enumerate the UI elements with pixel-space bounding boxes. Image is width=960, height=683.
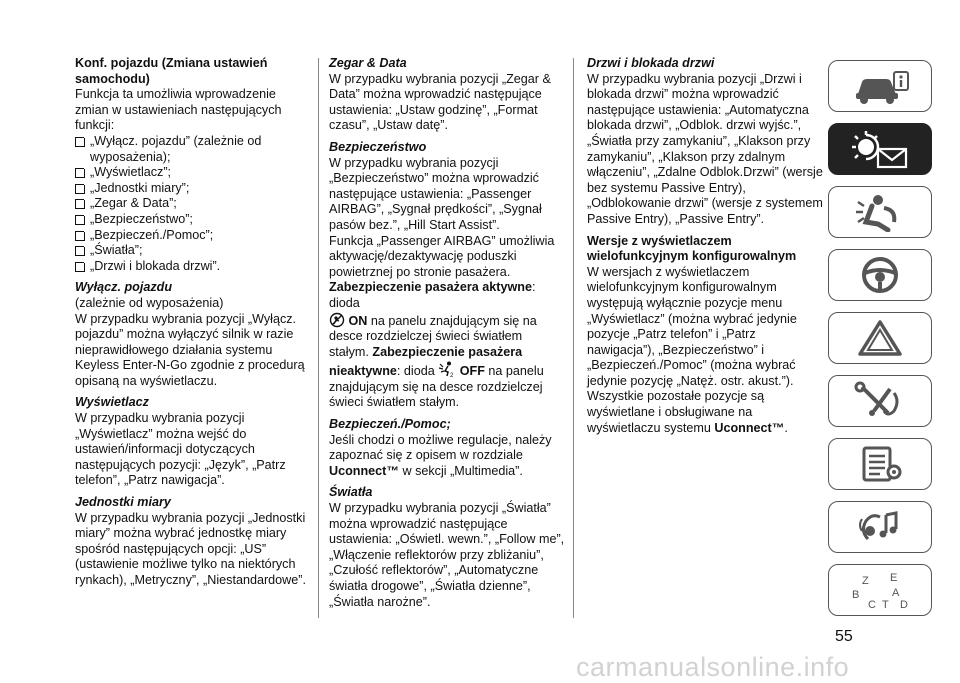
list-item bbox=[75, 165, 311, 181]
bullet-box-icon bbox=[75, 262, 85, 272]
column-3 bbox=[587, 56, 823, 436]
bullet-box-icon bbox=[75, 231, 85, 241]
column-2 bbox=[329, 56, 565, 610]
column-1 bbox=[75, 56, 311, 589]
maintenance-tools-icon bbox=[848, 381, 912, 421]
paragraph: W przypadku wybrania pozycji „Zegar & Data” można wprowadzić następujące ustawienia: „Ustaw godzinę”, „Format czasu”, „Ustaw datę”. bbox=[329, 71, 551, 133]
subsection-heading: Wyłącz. pojazdu bbox=[75, 280, 173, 295]
subsection-heading: Drzwi i blokada drzwi bbox=[587, 56, 715, 70]
list-item bbox=[75, 212, 311, 228]
index-letter: E bbox=[890, 572, 898, 584]
chapter-tabs bbox=[828, 60, 932, 627]
paragraph: W przypadku wybrania pozycji „Światła” można wprowadzić następujące ustawienia: „Oświetl. wewn.”, „Follow me”, „Włączenie reflektorów przy zbliżaniu”, „Czułość reflektorów”, „Automatyczne światła drogowe”, „Światła dzienne”, „Światła narożne”. bbox=[329, 501, 565, 609]
text: W wersjach z wyświetlaczem wielofunkcyjnym konfigurowalnym występują wyłącznie pozycje menu „Wyświetlacz” (można wybrać jedynie pozycje „Patrz telefon” i „Patrz nawigacja”), „Bezpieczeństwo” i „Bezpieczeń./Pomoc” (można wybrać jedynie pozycję „Natęż. ostr. akust.”). Wszystkie pozostałe pozycje są wyświetlane i obsługiwane na wyświetlaczu systemu bbox=[587, 264, 797, 435]
tab-alphabetical-index[interactable] bbox=[828, 564, 932, 616]
list-item bbox=[75, 243, 311, 259]
subsection-heading: Zegar & Data bbox=[329, 56, 407, 70]
alphabetical-index-icon bbox=[848, 570, 912, 610]
list-item-text: „Światła”; bbox=[90, 243, 143, 258]
bullet-box-icon bbox=[75, 215, 85, 225]
text: w sekcji „Multimedia”. bbox=[398, 463, 523, 478]
list-item-text: „Bezpieczeństwo”; bbox=[90, 211, 193, 226]
airbag-passenger-icon bbox=[438, 360, 456, 378]
paragraph: W przypadku wybrania pozycji „Drzwi i blokada drzwi” można wprowadzić następujące ustawienia: „Automatyczna blokada drzwi”, „Odblok. drzwi wyjśc.”, „Światła przy zamykaniu”, „Klakson przy zamykaniu”, „Klakson przy zdalnym włączeniu”, „Zdalne Odblok.Drzwi” (wersje bez systemu Passive Entry), „Odblokowanie drzwi” (wersje z systemem Passive Entry), „Passive Entry”. bbox=[587, 71, 823, 226]
column-divider-2 bbox=[573, 58, 574, 618]
tab-maintenance-tools[interactable] bbox=[828, 375, 932, 427]
multimedia-icon bbox=[848, 507, 912, 547]
section-heading: Wersje z wyświetlaczem wielofunkcyjnym konfigurowalnym bbox=[587, 233, 797, 264]
tab-multimedia[interactable] bbox=[828, 501, 932, 553]
paragraph: (zależnie od wyposażenia) bbox=[75, 295, 224, 310]
page-number: 55 bbox=[835, 628, 853, 645]
list-item bbox=[75, 181, 311, 197]
bold-term: Zabezpieczenie pasażera aktywne bbox=[329, 280, 532, 295]
paragraph: W przypadku wybrania pozycji „Wyświetlacz” można wejść do ustawień/informacji dotyczących następujących pozycji: „Język”, „Patrz telefon”, „Patrz nawigacja”. bbox=[75, 411, 286, 488]
text: na panelu znajdującym się na desce rozdzielczej świeci światłem stałym. bbox=[329, 313, 537, 359]
list-item-text: „Jednostki miary”; bbox=[90, 180, 190, 195]
paragraph bbox=[329, 280, 565, 411]
tab-airbag-safety[interactable] bbox=[828, 186, 932, 238]
subsection-heading: Bezpieczeń./Pomoc; bbox=[329, 417, 451, 432]
airbag-safety-icon bbox=[848, 192, 912, 232]
subsection-heading: Bezpieczeństwo bbox=[329, 139, 427, 154]
subsection-heading: Światła bbox=[329, 485, 373, 500]
index-letter: A bbox=[892, 587, 900, 599]
list-item bbox=[75, 134, 311, 165]
paragraph: W przypadku wybrania pozycji „Bezpieczeństwo” można wprowadzić następujące ustawienia: „Passenger AIRBAG”, „Sygnał prędkości”, „Sygnał pasów bez.”, „Hill Start Assist”. bbox=[329, 155, 542, 232]
steering-wheel-icon bbox=[848, 255, 912, 295]
index-letter: Z bbox=[862, 575, 869, 587]
text: na panelu znajdującym się na desce rozdzielczej świeci światłem stałym. bbox=[329, 364, 544, 410]
list-item-text: „Wyświetlacz”; bbox=[90, 165, 172, 180]
paragraph: Funkcja ta umożliwia wprowadzenie zmian w ustawieniach następujących funkcji: bbox=[75, 87, 282, 133]
list-item-text: „Drzwi i blokada drzwi”. bbox=[90, 258, 221, 273]
tab-steering-wheel[interactable] bbox=[828, 249, 932, 301]
warning-triangle-icon bbox=[848, 318, 912, 358]
car-info-icon bbox=[848, 66, 912, 106]
subsection-heading: Jednostki miary bbox=[75, 495, 171, 510]
text: : dioda bbox=[396, 364, 435, 379]
tab-car-info[interactable] bbox=[828, 60, 932, 112]
bullet-box-icon bbox=[75, 168, 85, 178]
subsection-heading: Wyświetlacz bbox=[75, 395, 149, 410]
on-label: ON bbox=[348, 313, 368, 328]
technical-data-icon bbox=[848, 444, 912, 484]
list-item-text: „Wyłącz. pojazdu” (zależnie od wyposażenia); bbox=[90, 133, 262, 164]
paragraph: W przypadku wybrania pozycji „Jednostki miary” można wybrać jednostkę miary spośród następujących opcji: „US” (ustawienie możliwe tylko na niektórych rynkach), „Metryczny”, „Niestandardowe”. bbox=[75, 510, 306, 587]
tab-dashboard-lights[interactable] bbox=[828, 123, 932, 175]
bullet-box-icon bbox=[75, 137, 85, 147]
svg-text:2: 2 bbox=[450, 373, 454, 379]
settings-list bbox=[75, 134, 311, 274]
off-label: OFF bbox=[459, 364, 485, 379]
bold-term: Uconnect™ bbox=[329, 463, 399, 478]
tab-technical-data[interactable] bbox=[828, 438, 932, 490]
index-letter: D bbox=[900, 599, 908, 610]
list-item bbox=[75, 259, 311, 275]
airbag-off-indicator-icon bbox=[329, 312, 345, 328]
bullet-box-icon bbox=[75, 246, 85, 256]
watermark: carmanualsonline.info bbox=[576, 652, 850, 682]
bold-term: Zabezpieczenie pasażera nieaktywne bbox=[329, 344, 523, 379]
index-letter: T bbox=[882, 599, 889, 610]
paragraph bbox=[587, 265, 823, 437]
list-item-text: „Zegar & Data”; bbox=[90, 196, 177, 211]
column-divider-1 bbox=[318, 58, 319, 618]
paragraph bbox=[329, 433, 565, 480]
index-letter: B bbox=[852, 589, 860, 601]
text: : dioda bbox=[329, 280, 536, 310]
bold-term: Uconnect™ bbox=[714, 420, 785, 435]
paragraph: W przypadku wybrania pozycji „Wyłącz. pojazdu” można wyłączyć silnik w razie nieprawidłowego działania systemu Keyless Enter-N-Go zgodnie z procedurą opisaną na wyświetlaczu. bbox=[75, 311, 305, 388]
list-item-text: „Bezpieczeń./Pomoc”; bbox=[90, 227, 214, 242]
section-heading: Konf. pojazdu (Zmiana ustawień samochodu) bbox=[75, 56, 268, 86]
paragraph: Funkcja „Passenger AIRBAG” umożliwia aktywację/dezaktywację poduszki powietrznej po stronie pasażera. bbox=[329, 233, 555, 279]
index-letter: C bbox=[868, 599, 876, 610]
dashboard-lights-icon bbox=[848, 129, 912, 169]
tab-warning-triangle[interactable] bbox=[828, 312, 932, 364]
bullet-box-icon bbox=[75, 184, 85, 194]
text: Jeśli chodzi o możliwe regulacje, należy zapoznać się z opisem w rozdziale bbox=[329, 432, 552, 463]
list-item bbox=[75, 196, 311, 212]
text: . bbox=[784, 420, 788, 435]
bullet-box-icon bbox=[75, 199, 85, 209]
list-item bbox=[75, 228, 311, 244]
